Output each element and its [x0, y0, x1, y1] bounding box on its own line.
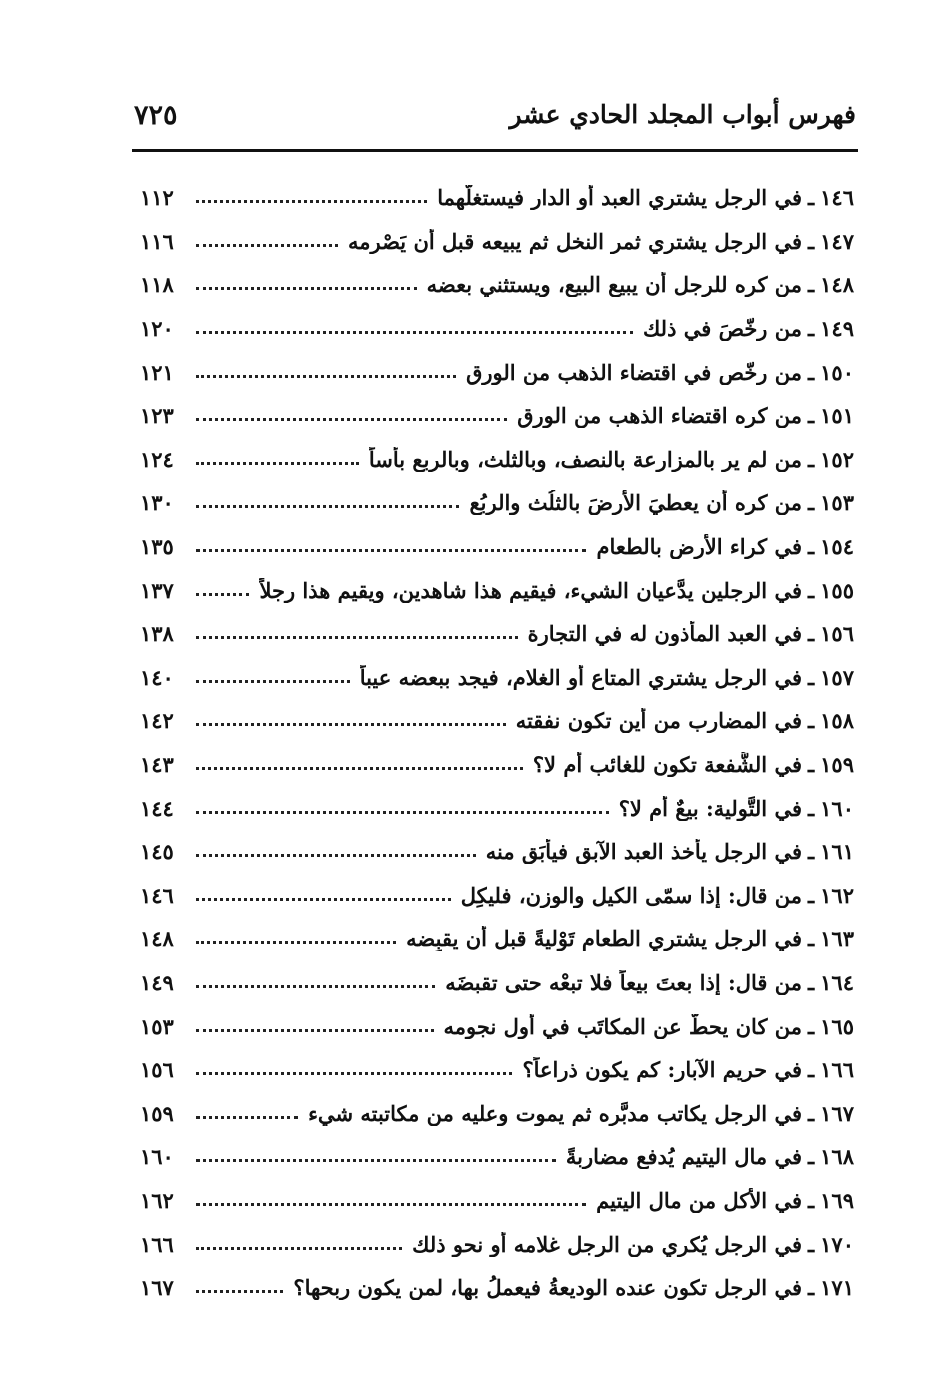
entry-dash: ـ	[808, 1231, 815, 1257]
dot-leader	[196, 1290, 283, 1293]
entry-number: ١٥١	[820, 403, 854, 429]
entry-dash: ـ	[808, 577, 815, 603]
entry-number: ١٥٤	[820, 534, 854, 560]
entry-page-number: ١٤٩	[140, 969, 174, 995]
dot-leader	[196, 723, 506, 726]
index-entry	[140, 176, 854, 220]
index-list	[140, 176, 854, 1309]
index-entry	[140, 830, 854, 874]
entry-page-number: ١٣٠	[140, 490, 174, 516]
entry-number: ١٥٣	[820, 490, 854, 516]
entry-title: في الرجل يكاتب مدبَّره ثم يموت وعليه من مكاتبته شيء	[308, 1100, 802, 1126]
entry-title: من قال: إذا بعتَ بيعاً فلا تبعْه حتى تقبضَه	[445, 969, 802, 995]
entry-number: ١٦٨	[820, 1144, 854, 1170]
entry-number: ١٦٠	[820, 795, 854, 821]
entry-title: من رخّص في اقتضاء الذهب من الورِق	[466, 359, 802, 385]
index-entry	[140, 874, 854, 918]
entry-page-number: ١٢٤	[140, 446, 174, 472]
index-entry	[140, 307, 854, 351]
dot-leader	[196, 680, 350, 683]
entry-number: ١٤٦	[820, 185, 854, 211]
entry-number: ١٥٢	[820, 446, 854, 472]
entry-dash: ـ	[808, 1187, 815, 1213]
entry-dash: ـ	[808, 1057, 815, 1083]
entry-page-number: ١٢٠	[140, 316, 174, 342]
entry-dash: ـ	[808, 490, 815, 516]
dot-leader	[196, 505, 459, 508]
entry-title: في الرجل يشتري ثمر النخل ثم يبيعه قبل أن يَصْرِمه	[347, 228, 802, 254]
entry-dash: ـ	[808, 795, 815, 821]
entry-page-number: ١٦٢	[140, 1187, 174, 1213]
entry-title: من قال: إذا سمّى الكيل والوزن، فليكِل	[460, 882, 802, 908]
entry-number: ١٥٧	[820, 664, 854, 690]
entry-dash: ـ	[808, 534, 815, 560]
entry-page-number: ١٣٧	[140, 577, 174, 603]
entry-dash: ـ	[808, 446, 815, 472]
entry-title: في التَّولية: بيعٌ أم لا؟	[618, 795, 802, 821]
index-entry	[140, 786, 854, 830]
index-entry	[140, 1004, 854, 1048]
entry-page-number: ١١٢	[140, 185, 174, 211]
entry-number: ١٦٧	[820, 1100, 854, 1126]
dot-leader	[196, 941, 396, 944]
entry-number: ١٥٩	[820, 752, 854, 778]
index-entry	[140, 394, 854, 438]
dot-leader	[196, 811, 609, 814]
dot-leader	[196, 636, 518, 639]
entry-dash: ـ	[808, 1100, 815, 1126]
entry-page-number: ١٣٥	[140, 534, 174, 560]
entry-title: في حريم الآبار: كم يكون ذراعاً؟	[522, 1057, 802, 1083]
entry-title: في مال اليتيم يُدفع مضاربةً	[565, 1144, 802, 1170]
entry-dash: ـ	[808, 403, 815, 429]
entry-page-number: ١٦٠	[140, 1144, 174, 1170]
index-entry	[140, 568, 854, 612]
entry-title: في الرجل يشتري العبد أو الدار فيستغلُّهما	[437, 185, 802, 211]
dot-leader	[196, 1203, 586, 1206]
dot-leader	[196, 767, 523, 770]
dot-leader	[196, 462, 359, 465]
index-entry	[140, 656, 854, 700]
dot-leader	[196, 418, 507, 421]
dot-leader	[196, 854, 476, 857]
entry-dash: ـ	[808, 839, 815, 865]
entry-dash: ـ	[808, 708, 815, 734]
dot-leader	[196, 593, 249, 596]
entry-number: ١٤٨	[820, 272, 854, 298]
entry-title: من كره اقتضاء الذهب من الورق	[517, 403, 802, 429]
entry-title: من رخّصَ في ذلك	[642, 316, 802, 342]
entry-title: من كان يحطُّ عن المكاتَب في أول نجومه	[443, 1013, 802, 1039]
dot-leader	[196, 1072, 512, 1075]
index-entry	[140, 220, 854, 264]
entry-dash: ـ	[808, 882, 815, 908]
index-entry	[140, 743, 854, 787]
entry-title: في الرجل يشتري الطعام تَوْليةً قبل أن يقبِضه	[406, 926, 802, 952]
index-entry	[140, 525, 854, 569]
entry-page-number: ١٤٢	[140, 708, 174, 734]
entry-dash: ـ	[808, 185, 815, 211]
index-entry	[140, 1048, 854, 1092]
entry-number: ١٦٥	[820, 1013, 854, 1039]
entry-number: ١٦٤	[820, 969, 854, 995]
index-entry	[140, 1135, 854, 1179]
entry-dash: ـ	[808, 664, 815, 690]
header-divider	[132, 149, 858, 152]
entry-page-number: ١٤٤	[140, 795, 174, 821]
entry-title: في الرجل يأخذ العبد الآبق فيأبَق منه	[485, 839, 802, 865]
entry-number: ١٦٣	[820, 926, 854, 952]
entry-title: في كراء الأرض بالطعام	[596, 534, 802, 560]
dot-leader	[196, 898, 451, 901]
index-entry	[140, 350, 854, 394]
entry-dash: ـ	[808, 316, 815, 342]
entry-dash: ـ	[808, 1144, 815, 1170]
entry-title: في المضارب من أين تكون نفقته	[515, 708, 802, 734]
entry-dash: ـ	[808, 228, 815, 254]
entry-number: ١٦٦	[820, 1057, 854, 1083]
entry-dash: ـ	[808, 752, 815, 778]
entry-dash: ـ	[808, 621, 815, 647]
index-entry	[140, 1266, 854, 1310]
entry-number: ١٤٩	[820, 316, 854, 342]
entry-number: ١٥٠	[820, 359, 854, 385]
dot-leader	[196, 1029, 434, 1032]
entry-title: في الرجل تكون عنده الوديعةُ فيعملُ بها، لمن يكون ربحها؟	[293, 1275, 802, 1301]
entry-title: من لم ير بالمزارعة بالنصف، وبالثلث، وبالربع بأساً	[368, 446, 802, 472]
entry-number: ١٤٧	[820, 228, 854, 254]
entry-title: من كره أن يعطيَ الأرضَ بالثلُث والربُع	[469, 490, 802, 516]
dot-leader	[196, 985, 435, 988]
index-entry	[140, 438, 854, 482]
entry-dash: ـ	[808, 1275, 815, 1301]
index-entry	[140, 1179, 854, 1223]
entry-number: ١٦١	[820, 839, 854, 865]
dot-leader	[196, 244, 338, 247]
entry-page-number: ١٦٦	[140, 1231, 174, 1257]
dot-leader	[196, 1159, 556, 1162]
entry-number: ١٦٢	[820, 882, 854, 908]
entry-page-number: ١٥٩	[140, 1100, 174, 1126]
entry-page-number: ١٤٨	[140, 926, 174, 952]
entry-title: في الرجل يشتري المتاع أو الغلام، فيجد ببعضه عيباً	[359, 664, 802, 690]
entry-number: ١٦٩	[820, 1187, 854, 1213]
entry-dash: ـ	[808, 926, 815, 952]
index-entry	[140, 612, 854, 656]
index-entry	[140, 1091, 854, 1135]
entry-page-number: ١٤٦	[140, 882, 174, 908]
entry-page-number: ١٥٦	[140, 1057, 174, 1083]
entry-title: في الأكل من مال اليتيم	[596, 1187, 802, 1213]
dot-leader	[196, 1247, 402, 1250]
entry-page-number: ١٤٥	[140, 839, 174, 865]
index-entry	[140, 961, 854, 1005]
index-entry	[140, 481, 854, 525]
dot-leader	[196, 287, 417, 290]
dot-leader	[196, 549, 586, 552]
entry-page-number: ١٤٠	[140, 664, 174, 690]
entry-page-number: ١٦٧	[140, 1275, 174, 1301]
entry-title: من كره للرجل أن يبيع البيع، ويستثني بعضه	[426, 272, 802, 298]
index-entry	[140, 699, 854, 743]
entry-number: ١٧١	[820, 1275, 854, 1301]
entry-title: في الرجلين يدَّعيان الشيء، فيقيم هذا شاهدين، ويقيم هذا رجلاً	[259, 577, 802, 603]
dot-leader	[196, 331, 633, 334]
entry-dash: ـ	[808, 1013, 815, 1039]
entry-dash: ـ	[808, 272, 815, 298]
dot-leader	[196, 375, 456, 378]
entry-number: ١٥٦	[820, 621, 854, 647]
entry-page-number: ١١٦	[140, 228, 174, 254]
page-number: ٧٢٥	[134, 100, 178, 131]
page-title: فهرس أبواب المجلد الحادي عشر	[509, 100, 856, 129]
entry-dash: ـ	[808, 359, 815, 385]
entry-page-number: ١٢١	[140, 359, 174, 385]
index-entry	[140, 1222, 854, 1266]
entry-number: ١٥٥	[820, 577, 854, 603]
entry-page-number: ١٤٣	[140, 752, 174, 778]
dot-leader	[196, 1116, 298, 1119]
entry-title: في العبد المأذون له في التجارة	[527, 621, 802, 647]
entry-page-number: ١٣٨	[140, 621, 174, 647]
entry-dash: ـ	[808, 969, 815, 995]
entry-title: في الرجل يُكري من الرجل غلامه أو نحو ذلك	[412, 1231, 802, 1257]
page-header	[134, 96, 856, 144]
entry-page-number: ١٥٣	[140, 1013, 174, 1039]
index-entry	[140, 917, 854, 961]
dot-leader	[196, 200, 427, 203]
entry-page-number: ١١٨	[140, 272, 174, 298]
entry-page-number: ١٢٣	[140, 403, 174, 429]
entry-title: في الشُّفعة تكون للغائب أم لا؟	[532, 752, 802, 778]
entry-number: ١٥٨	[820, 708, 854, 734]
entry-number: ١٧٠	[820, 1231, 854, 1257]
index-entry	[140, 263, 854, 307]
